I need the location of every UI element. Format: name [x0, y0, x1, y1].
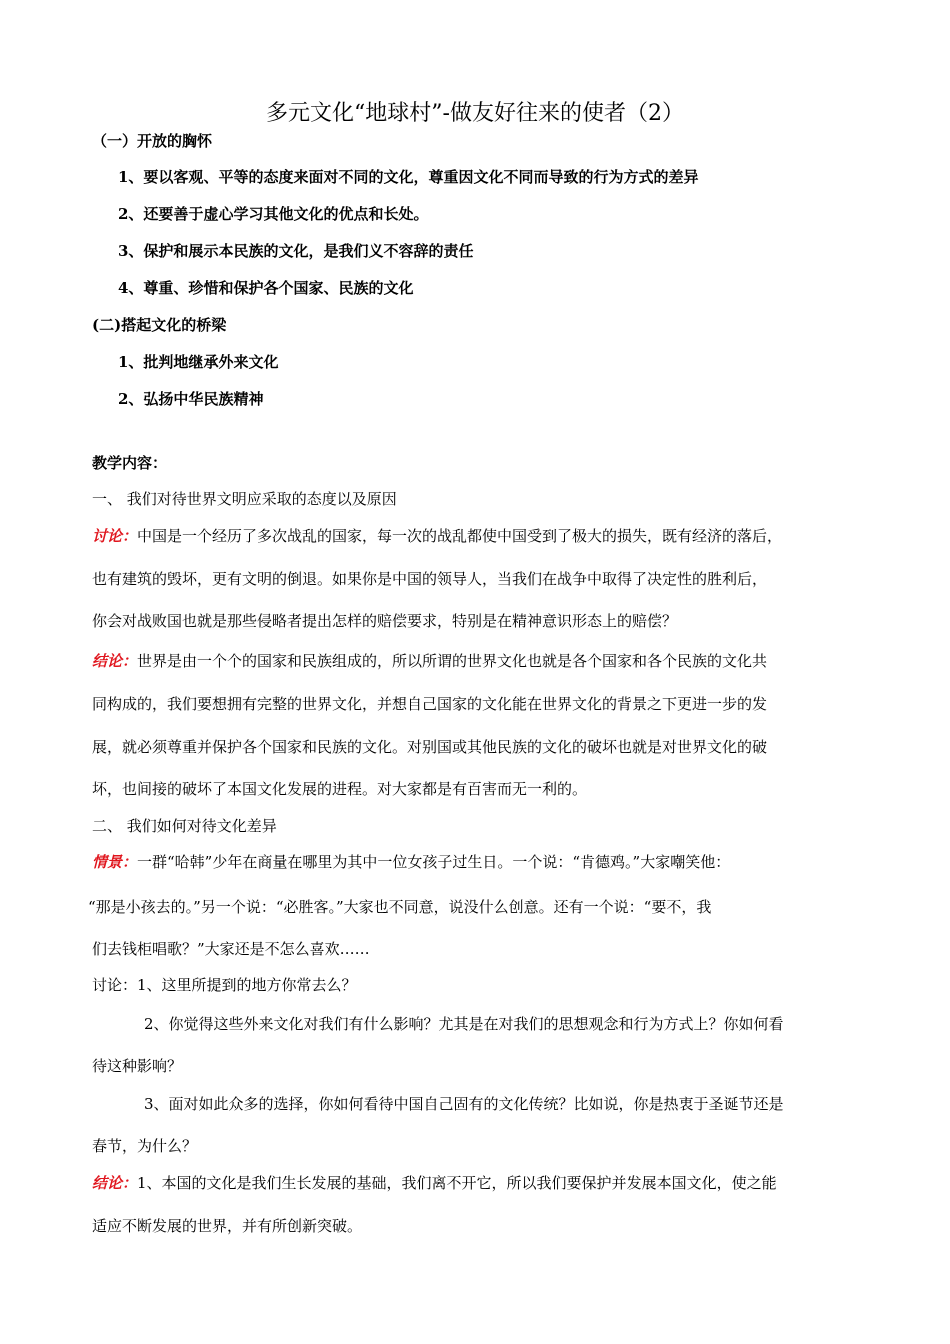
scenario-text: 一群“哈韩”少年在商量在哪里为其中一位女孩子过生日。一个说：“肯德鸡。”大家嘲笑他： — [137, 853, 731, 871]
outline-heading-2: (二)搭起文化的桥梁 — [92, 316, 227, 334]
discussion-label: 讨论： — [92, 527, 138, 545]
conclusion-text: 适应不断发展的世界，并有所创新突破。 — [92, 1217, 363, 1235]
question-text: 春节，为什么？ — [92, 1137, 198, 1155]
conclusion-paragraph-line — [92, 651, 767, 671]
question-text: 待这种影响？ — [92, 1057, 183, 1075]
outline-item: 4、尊重、珍惜和保护各个国家、民族的文化 — [118, 279, 414, 297]
part2-heading: 二、 我们如何对待文化差异 — [92, 817, 277, 835]
outline-item: 3、保护和展示本民族的文化，是我们义不容辞的责任 — [118, 242, 474, 260]
part1-heading: 一、 我们对待世界文明应采取的态度以及原因 — [92, 490, 397, 508]
discussion-text: 中国是一个经历了多次战乱的国家，每一次的战乱都使中国受到了极大的损失，既有经济的落后， — [137, 527, 783, 545]
conclusion-text: 展，就必须尊重并保护各个国家和民族的文化。对别国或其他民族的文化的破坏也就是对世界文化的破 — [92, 738, 768, 756]
discussion-paragraph-line — [92, 526, 782, 546]
scenario-label: 情景： — [92, 853, 138, 871]
document-title: 多元文化“地球村”-做友好往来的使者（2） — [266, 101, 684, 126]
outline-heading-1: （一）开放的胸怀 — [92, 132, 213, 150]
scenario-text: 们去钱柜唱歌？”大家还是不怎么喜欢…… — [92, 940, 370, 958]
conclusion-label: 结论： — [92, 1174, 138, 1192]
outline-item: 1、批判地继承外来文化 — [118, 353, 279, 371]
discussion-text: 你会对战败国也就是那些侵略者提出怎样的赔偿要求，特别是在精神意识形态上的赔偿？ — [92, 612, 678, 630]
question-text: 讨论：1、这里所提到的地方你常去么？ — [92, 976, 357, 994]
conclusion-text: 坏，也间接的破坏了本国文化发展的进程。对大家都是有百害而无一利的。 — [92, 780, 588, 798]
conclusion-label: 结论： — [92, 652, 138, 670]
outline-item: 1、要以客观、平等的态度来面对不同的文化，尊重因文化不同而导致的行为方式的差异 — [118, 168, 699, 186]
question-text: 3、面对如此众多的选择，你如何看待中国自己固有的文化传统？比如说，你是热衷于圣诞节还是 — [144, 1095, 784, 1113]
scenario-paragraph-line — [92, 852, 730, 872]
conclusion-text: 世界是由一个个的国家和民族组成的，所以所谓的世界文化也就是各个国家和各个民族的文化共 — [137, 652, 768, 670]
discussion-text: 也有建筑的毁坏，更有文明的倒退。如果你是中国的领导人，当我们在战争中取得了决定性的胜利后， — [92, 570, 768, 588]
content-heading: 教学内容： — [92, 454, 168, 472]
outline-item: 2、还要善于虚心学习其他文化的优点和长处。 — [118, 205, 429, 223]
scenario-text: “那是小孩去的。”另一个说：“必胜客。”大家也不同意，说没什么创意。还有一个说：“要不，我 — [88, 898, 712, 916]
conclusion-text: 1、本国的文化是我们生长发展的基础，我们离不开它，所以我们要保护并发展本国文化，使之能 — [137, 1174, 777, 1192]
conclusion-text: 同构成的，我们要想拥有完整的世界文化，并想自己国家的文化能在世界文化的背景之下更进一步的发 — [92, 695, 768, 713]
question-text: 2、你觉得这些外来文化对我们有什么影响？尤其是在对我们的思想观念和行为方式上？你如何看 — [144, 1015, 784, 1033]
conclusion2-paragraph-line — [92, 1173, 777, 1193]
outline-item: 2、弘扬中华民族精神 — [118, 390, 264, 408]
